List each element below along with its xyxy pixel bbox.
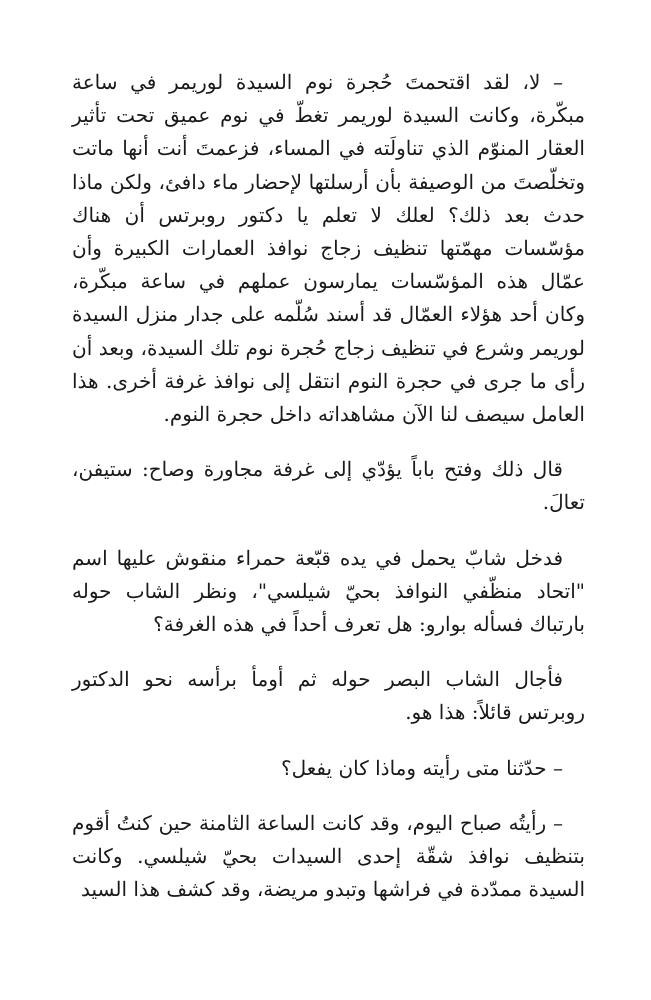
paragraph-identification: فأجال الشاب البصر حوله ثم أومأ برأسه نحو الدكتور روبرتس قائلاً: هذا هو. <box>72 667 585 725</box>
paragraph-door: قال ذلك وفتح باباً يؤدّي إلى غرفة مجاورة وصاح: ستيفن، تعالَ. <box>72 457 585 515</box>
paragraph-accusation: – لا، لقد اقتحمتَ حُجرة نوم السيدة لوريمر في ساعة مبكّرة، وكانت السيدة لوريمر تغطّ في نوم عميق تحت تأثير العقار المنوّم الذي تناولَته في المساء، فزعمتَ أنت أنها ماتت وتخلّصتَ من الوصيفة بأن أرسلتها لإحضار ماء دافئ، ولكن ماذا حدث بعد ذلك؟ لعلك لا تعلم يا دكتور روبرتس أن هناك مؤسّسات مهمّتها تنظيف زجاج نوافذ العمارات الكبيرة وأن عمّال هذه المؤسّسات يمارسون عملهم في ساعة مبكّرة، وكان أحد هؤلاء العمّال قد أسند سُلّمه على جدار منزل السيدة لوريمر وشرع في تنظيف زجاج حُجرة نوم تلك السيدة، وبعد أن رأى ما جرى في حجرة النوم انتقل إلى نوافذ غرفة أخرى. هذا العامل سيصف لنا الآن مشاهداته داخل حجرة النوم. <box>72 70 585 427</box>
paragraph-question: – حدّثنا متى رأيته وماذا كان يفعل؟ <box>281 755 563 780</box>
paragraph-testimony: – رأيتُه صباح اليوم، وقد كانت الساعة الثامنة حين كنتُ أقوم بتنظيف نوافذ شقّة إحدى السيدات بحيّ شيلسي. وكانت السيدة ممدّدة في فراشها وتبدو مريضة، وقد كشف هذا السيد <box>72 810 585 902</box>
paragraph-young-man: فدخل شابّ يحمل في يده قبّعة حمراء منقوش عليها اسم "اتحاد منظّفي النوافذ بحيّ شيلسي"، ونظر الشاب حوله بارتباك فسأله بوارو: هل تعرف أحداً في هذه الغرفة؟ <box>72 545 585 637</box>
